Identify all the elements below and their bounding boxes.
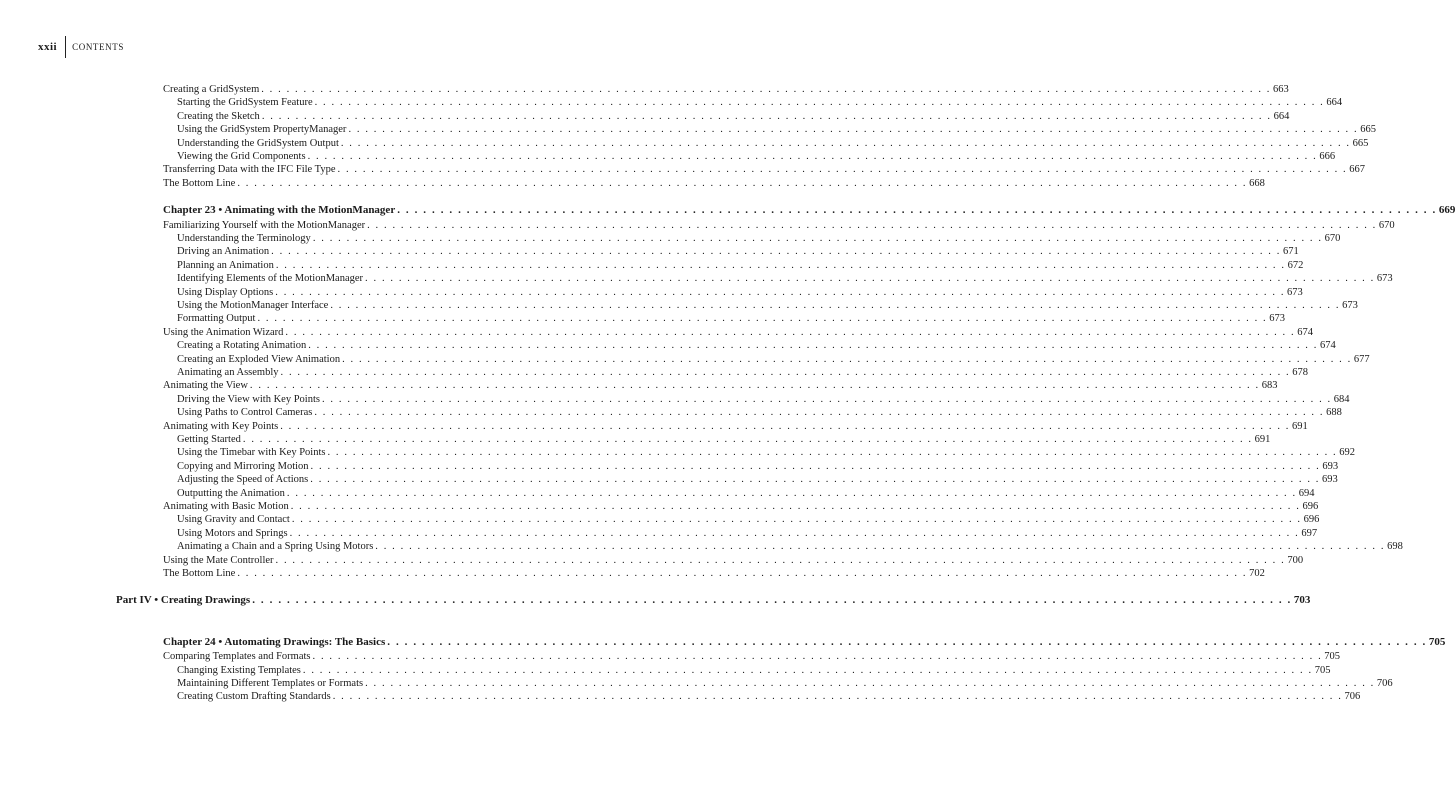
toc-entry xyxy=(177,123,1376,137)
toc-entry xyxy=(177,245,1299,259)
toc-entry xyxy=(177,487,1315,501)
toc-entry-title: Chapter 24 • Automating Drawings: The Basics xyxy=(163,635,386,648)
dot-leader: . . . . . . . . . . . . . . . . . . . . . . . . . . . . . . . . . . . . . . . . . . . . . . . . . . . . . . . . . . . . . . . . . . . . . . . . . . . . . . . . . . . . . . . . . . . . . . . . . . . . . . . . . . . . . . . . . . . . . . . . xyxy=(242,434,1253,445)
dot-leader: . . . . . . . . . . . . . . . . . . . . . . . . . . . . . . . . . . . . . . . . . . . . . . . . . . . . . . . . . . . . . . . . . . . . . . . . . . . . . . . . . . . . . . . . . . . . . . . . . . . . . . . . . . . . . . . . . . . . . . . . xyxy=(285,326,1296,338)
dot-leader: . . . . . . . . . . . . . . . . . . . . . . . . . . . . . . . . . . . . . . . . . . . . . . . . . . . . . . . . . . . . . . . . . . . . . . . . . . . . . . . . . . . . . . . . . . . . . . . . . . . . . . . . . . . . . . . . . . . . . . . . xyxy=(257,313,1268,325)
toc-entry-title: Using the Animation Wizard xyxy=(163,326,284,338)
dot-leader: . . . . . . . . . . . . . . . . . . . . . . . . . . . . . . . . . . . . . . . . . . . . . . . . . . . . . . . . . . . . . . . . . . . . . . . . . . . . . . . . . . . . . . . . . . . . . . . . . . . . . . . . . . . . . . . . . . . . . . . . xyxy=(302,664,1313,676)
dot-leader: . . . . . . . . . . . . . . . . . . . . . . . . . . . . . . . . . . . . . . . . . . . . . . . . . . . . . . . . . . . . . . . . . . . . . . . . . . . . . . . . . . . . . . . . . . . . . . . . . . . . . . . . . . . . . . . . . . . . . . . . xyxy=(314,97,1325,109)
toc-entry-page: 673 xyxy=(1376,273,1393,285)
toc-entry xyxy=(163,83,1289,97)
toc-entry xyxy=(177,513,1320,527)
toc-entry xyxy=(163,379,1278,393)
toc-entry-title: Maintaining Different Templates or Formats xyxy=(177,678,364,689)
toc-entry-title: Viewing the Grid Components xyxy=(177,151,306,162)
toc-entry-page: 691 xyxy=(1254,434,1271,445)
dot-leader: . . . . . . . . . . . . . . . . . . . . . . . . . . . . . . . . . . . . . . . . . . . . . . . . . . . . . . . . . . . . . . . . . . . . . . . . . . . . . . . . . . . . . . . . . . . . . . . . . . . . . . . . . . . . . . . . . . . . . . . . xyxy=(275,259,1286,271)
toc-entry xyxy=(177,110,1290,124)
toc-entry-page: 666 xyxy=(1319,151,1336,162)
toc-entry xyxy=(177,460,1339,474)
dot-leader: . . . . . . . . . . . . . . . . . . . . . . . . . . . . . . . . . . . . . . . . . . . . . . . . . . . . . . . . . . . . . . . . . . . . . . . . . . . . . . . . . . . . . . . . . . . . . . . . . . . . . . . . . . . . . . . . . . . . . . . . xyxy=(275,286,1286,298)
toc-entry xyxy=(177,473,1338,487)
toc-entry-page: 665 xyxy=(1360,124,1376,136)
dot-leader: . . . . . . . . . . . . . . . . . . . . . . . . . . . . . . . . . . . . . . . . . . . . . . . . . . . . . . . . . . . . . . . . . . . . . . . . . . . . . . . . . . . . . . . . . . . . . . . . . . . . . . . . . . . . . . . . . . . . . . . . xyxy=(280,367,1291,378)
dot-leader: . . . . . . . . . . . . . . . . . . . . . . . . . . . . . . . . . . . . . . . . . . . . . . . . . . . . . . . . . . . . . . . . . . . . . . . . . . . . . . . . . . . . . . . . . . . . . . . . . . . . . . . . . . . . . . . . . . . . . . . . xyxy=(375,541,1386,553)
toc-entry-title: Creating Custom Drafting Standards xyxy=(177,691,331,703)
toc-entry xyxy=(177,353,1370,367)
toc-entry-title: Using Motors and Springs xyxy=(177,527,288,539)
toc-entry-title: Using Display Options xyxy=(177,286,274,298)
dot-leader: . . . . . . . . . . . . . . . . . . . . . . . . . . . . . . . . . . . . . . . . . . . . . . . . . . . . . . . . . . . . . . . . . . . . . . . . . . . . . . . . . . . . . . . . . . . . . . . . . . . . . . . . . . . . . . . . . . . . . . . . xyxy=(340,137,1351,149)
toc-entry-page: 664 xyxy=(1326,97,1343,109)
dot-leader: . . . . . . . . . . . . . . . . . . . . . . . . . . . . . . . . . . . . . . . . . . . . . . . . . . . . . . . . . . . . . . . . . . . . . . . . . . . . . . . . . . . . . . . . . . . . . . . . . . . . . . . . . . . . . . . . . . . . . . . . xyxy=(365,273,1375,285)
dot-leader: . . . . . . . . . . . . . . . . . . . . . . . . . . . . . . . . . . . . . . . . . . . . . . . . . . . . . . . . . . . . . . . . . . . . . . . . . . . . . . . . . . . . . . . . . . . . . . . . . . . . . . . . . . . . . . . . . . . . . . . . xyxy=(330,300,1341,311)
toc-entry-title: Getting Started xyxy=(177,434,241,445)
toc-entry xyxy=(163,177,1265,191)
toc-entry-title: Comparing Templates and Formats xyxy=(163,651,311,663)
toc-entry-page: 671 xyxy=(1282,246,1299,258)
toc-entry-title: Using the Mate Controller xyxy=(163,554,274,566)
toc-entry xyxy=(177,406,1342,420)
toc-entry xyxy=(163,163,1366,177)
toc-entry-page: 678 xyxy=(1292,367,1309,378)
toc-entry-page: 705 xyxy=(1324,651,1341,663)
toc-entry-title: Using Paths to Control Cameras xyxy=(177,407,313,419)
toc-entry-title: Copying and Mirroring Motion xyxy=(177,460,309,472)
dot-leader: . . . . . . . . . . . . . . . . . . . . . . . . . . . . . . . . . . . . . . . . . . . . . . . . . . . . . . . . . . . . . . . . . . . . . . . . . . . . . . . . . . . . . . . . . . . . . . . . . . . . . . . . . . . . . . . . . . . . . . . . xyxy=(271,246,1281,258)
toc-entry-page: 694 xyxy=(1298,487,1315,499)
toc-entry-page: 702 xyxy=(1249,568,1265,579)
toc-entry-page: 692 xyxy=(1339,447,1355,459)
toc-entry-title: Understanding the Terminology xyxy=(177,233,311,244)
toc-entry-title: Adjusting the Speed of Actions xyxy=(177,474,309,486)
dot-leader: . . . . . . . . . . . . . . . . . . . . . . . . . . . . . . . . . . . . . . . . . . . . . . . . . . . . . . . . . . . . . . . . . . . . . . . . . . . . . . . . . . . . . . . . . . . . . . . . . . . . . . . . . . . . . . . . . . . . . . . . xyxy=(365,678,1375,689)
toc-entry-title: Creating a Rotating Animation xyxy=(177,340,307,352)
toc-entry-title: Animating a Chain and a Spring Using Motors xyxy=(177,541,374,553)
toc-entry-page: 706 xyxy=(1344,691,1361,703)
toc-entry xyxy=(177,393,1350,407)
dot-leader: . . . . . . . . . . . . . . . . . . . . . . . . . . . . . . . . . . . . . . . . . . . . . . . . . . . . . . . . . . . . . . . . . . . . . . . . . . . . . . . . . . . . . . . . . . . . . . . . . . . . . . . . . . . . . . . . . . . . . . . . xyxy=(252,594,1292,607)
dot-leader: . . . . . . . . . . . . . . . . . . . . . . . . . . . . . . . . . . . . . . . . . . . . . . . . . . . . . . . . . . . . . . . . . . . . . . . . . . . . . . . . . . . . . . . . . . . . . . . . . . . . . . . . . . . . . . . . . . . . . . . . xyxy=(348,124,1359,136)
toc-entry-page: 698 xyxy=(1387,541,1403,553)
toc-entry-title: Planning an Animation xyxy=(177,259,274,271)
toc-entry-page: 705 xyxy=(1314,664,1331,676)
toc-entry-page: 674 xyxy=(1319,340,1336,352)
toc-entry-title: Using the GridSystem PropertyManager xyxy=(177,124,347,136)
dot-leader: . . . . . . . . . . . . . . . . . . . . . . . . . . . . . . . . . . . . . . . . . . . . . . . . . . . . . . . . . . . . . . . . . . . . . . . . . . . . . . . . . . . . . . . . . . . . . . . . . . . . . . . . . . . . . . . . . . . . . . . . xyxy=(307,151,1318,162)
toc-entry-page: 705 xyxy=(1428,635,1446,648)
toc-entry xyxy=(177,433,1271,447)
toc-entry xyxy=(177,664,1331,678)
dot-leader: . . . . . . . . . . . . . . . . . . . . . . . . . . . . . . . . . . . . . . . . . . . . . . . . . . . . . . . . . . . . . . . . . . . . . . . . . . . . . . . . . . . . . . . . . . . . . . . . . . . . . . . . . . . . . . . . . . . . . . . . xyxy=(387,635,1427,648)
toc-entry xyxy=(177,259,1304,273)
toc-entry xyxy=(163,567,1265,581)
toc-entry-page: 672 xyxy=(1287,259,1304,271)
toc-entry-page: 706 xyxy=(1376,678,1393,689)
toc-entry-page: 684 xyxy=(1333,393,1350,405)
toc-entry xyxy=(177,272,1393,286)
toc-entry xyxy=(177,286,1303,300)
toc-entry xyxy=(177,366,1309,380)
toc-entry-page: 677 xyxy=(1353,353,1370,365)
toc-entry-title: Changing Existing Templates xyxy=(177,664,301,676)
toc-entry-page: 683 xyxy=(1261,380,1278,392)
toc-entry-title: Using Gravity and Contact xyxy=(177,514,290,526)
dot-leader: . . . . . . . . . . . . . . . . . . . . . . . . . . . . . . . . . . . . . . . . . . . . . . . . . . . . . . . . . . . . . . . . . . . . . . . . . . . . . . . . . . . . . . . . . . . . . . . . . . . . . . . . . . . . . . . . . . . . . . . . xyxy=(337,164,1348,176)
toc-entry-title: Formatting Output xyxy=(177,313,256,325)
toc-entry xyxy=(163,650,1341,664)
toc-chapter xyxy=(163,635,1446,650)
toc-entry xyxy=(177,527,1318,541)
toc-entry-page: 693 xyxy=(1322,474,1338,486)
toc-entry-title: Outputting the Animation xyxy=(177,487,285,499)
dot-leader: . . . . . . . . . . . . . . . . . . . . . . . . . . . . . . . . . . . . . . . . . . . . . . . . . . . . . . . . . . . . . . . . . . . . . . . . . . . . . . . . . . . . . . . . . . . . . . . . . . . . . . . . . . . . . . . . . . . . . . . . xyxy=(312,233,1323,244)
toc-entry xyxy=(177,299,1358,313)
page-number: xxii xyxy=(38,41,58,53)
toc-entry-title: Understanding the GridSystem Output xyxy=(177,137,339,149)
toc-entry-title: Chapter 23 • Animating with the MotionManager xyxy=(163,204,396,217)
toc-entry-page: 674 xyxy=(1297,326,1313,338)
toc-entry-title: Familiarizing Yourself with the MotionManager xyxy=(163,219,366,231)
dot-leader: . . . . . . . . . . . . . . . . . . . . . . . . . . . . . . . . . . . . . . . . . . . . . . . . . . . . . . . . . . . . . . . . . . . . . . . . . . . . . . . . . . . . . . . . . . . . . . . . . . . . . . . . . . . . . . . . . . . . . . . . xyxy=(367,219,1377,231)
toc-entry-title: Creating the Sketch xyxy=(177,110,260,122)
dot-leader: . . . . . . . . . . . . . . . . . . . . . . . . . . . . . . . . . . . . . . . . . . . . . . . . . . . . . . . . . . . . . . . . . . . . . . . . . . . . . . . . . . . . . . . . . . . . . . . . . . . . . . . . . . . . . . . . . . . . . . . . xyxy=(397,204,1437,217)
toc-entry-title: Using the Timebar with Key Points xyxy=(177,447,326,459)
dot-leader: . . . . . . . . . . . . . . . . . . . . . . . . . . . . . . . . . . . . . . . . . . . . . . . . . . . . . . . . . . . . . . . . . . . . . . . . . . . . . . . . . . . . . . . . . . . . . . . . . . . . . . . . . . . . . . . . . . . . . . . . xyxy=(237,568,1248,579)
toc-entry-title: Part IV • Creating Drawings xyxy=(116,594,251,607)
toc-entry xyxy=(163,326,1313,340)
toc-part xyxy=(116,594,1311,608)
toc-entry xyxy=(177,677,1393,691)
toc-entry xyxy=(163,219,1395,233)
toc-entry xyxy=(177,339,1336,353)
toc-entry-title: Identifying Elements of the MotionManager xyxy=(177,273,364,285)
dot-leader: . . . . . . . . . . . . . . . . . . . . . . . . . . . . . . . . . . . . . . . . . . . . . . . . . . . . . . . . . . . . . . . . . . . . . . . . . . . . . . . . . . . . . . . . . . . . . . . . . . . . . . . . . . . . . . . . . . . . . . . . xyxy=(286,487,1297,499)
dot-leader: . . . . . . . . . . . . . . . . . . . . . . . . . . . . . . . . . . . . . . . . . . . . . . . . . . . . . . . . . . . . . . . . . . . . . . . . . . . . . . . . . . . . . . . . . . . . . . . . . . . . . . . . . . . . . . . . . . . . . . . . xyxy=(314,407,1325,419)
dot-leader: . . . . . . . . . . . . . . . . . . . . . . . . . . . . . . . . . . . . . . . . . . . . . . . . . . . . . . . . . . . . . . . . . . . . . . . . . . . . . . . . . . . . . . . . . . . . . . . . . . . . . . . . . . . . . . . . . . . . . . . . xyxy=(342,353,1352,365)
toc-entry xyxy=(177,96,1343,110)
toc-chapter xyxy=(163,204,1455,218)
toc-entry-page: 669 xyxy=(1438,204,1455,217)
toc-entry xyxy=(177,137,1369,151)
dot-leader: . . . . . . . . . . . . . . . . . . . . . . . . . . . . . . . . . . . . . . . . . . . . . . . . . . . . . . . . . . . . . . . . . . . . . . . . . . . . . . . . . . . . . . . . . . . . . . . . . . . . . . . . . . . . . . . . . . . . . . . . xyxy=(310,474,1321,486)
toc-entry-page: 668 xyxy=(1249,177,1265,189)
toc-entry-title: Creating an Exploded View Animation xyxy=(177,353,341,365)
dot-leader: . . . . . . . . . . . . . . . . . . . . . . . . . . . . . . . . . . . . . . . . . . . . . . . . . . . . . . . . . . . . . . . . . . . . . . . . . . . . . . . . . . . . . . . . . . . . . . . . . . . . . . . . . . . . . . . . . . . . . . . . xyxy=(308,340,1318,352)
toc-entry-page: 673 xyxy=(1342,300,1358,311)
running-title: CONTENTS xyxy=(72,42,124,52)
toc-entry-page: 691 xyxy=(1292,420,1308,432)
toc-entry xyxy=(177,690,1361,704)
dot-leader: . . . . . . . . . . . . . . . . . . . . . . . . . . . . . . . . . . . . . . . . . . . . . . . . . . . . . . . . . . . . . . . . . . . . . . . . . . . . . . . . . . . . . . . . . . . . . . . . . . . . . . . . . . . . . . . . . . . . . . . . xyxy=(290,501,1301,512)
toc-entry-title: Driving the View with Key Points xyxy=(177,393,320,405)
toc-entry-page: 696 xyxy=(1303,514,1320,526)
toc-entry xyxy=(177,446,1355,460)
dot-leader: . . . . . . . . . . . . . . . . . . . . . . . . . . . . . . . . . . . . . . . . . . . . . . . . . . . . . . . . . . . . . . . . . . . . . . . . . . . . . . . . . . . . . . . . . . . . . . . . . . . . . . . . . . . . . . . . . . . . . . . . xyxy=(327,447,1338,459)
toc-entry-title: Transferring Data with the IFC File Type xyxy=(163,164,336,176)
toc-entry-page: 693 xyxy=(1322,460,1339,472)
toc-entry-title: Starting the GridSystem Feature xyxy=(177,97,313,109)
toc-entry-title: The Bottom Line xyxy=(163,177,236,189)
toc-entry-page: 700 xyxy=(1287,554,1304,566)
toc-entry-page: 667 xyxy=(1349,164,1366,176)
dot-leader: . . . . . . . . . . . . . . . . . . . . . . . . . . . . . . . . . . . . . . . . . . . . . . . . . . . . . . . . . . . . . . . . . . . . . . . . . . . . . . . . . . . . . . . . . . . . . . . . . . . . . . . . . . . . . . . . . . . . . . . . xyxy=(275,554,1286,566)
dot-leader: . . . . . . . . . . . . . . . . . . . . . . . . . . . . . . . . . . . . . . . . . . . . . . . . . . . . . . . . . . . . . . . . . . . . . . . . . . . . . . . . . . . . . . . . . . . . . . . . . . . . . . . . . . . . . . . . . . . . . . . . xyxy=(261,110,1272,122)
toc-entry-title: Driving an Animation xyxy=(177,246,270,258)
toc-entry-title: Using the MotionManager Interface xyxy=(177,300,329,311)
toc-entry-title: Creating a GridSystem xyxy=(163,84,260,95)
toc-entry-page: 673 xyxy=(1287,286,1303,298)
toc-entry-page: 703 xyxy=(1293,594,1311,607)
dot-leader: . . . . . . . . . . . . . . . . . . . . . . . . . . . . . . . . . . . . . . . . . . . . . . . . . . . . . . . . . . . . . . . . . . . . . . . . . . . . . . . . . . . . . . . . . . . . . . . . . . . . . . . . . . . . . . . . . . . . . . . . xyxy=(310,460,1321,472)
dot-leader: . . . . . . . . . . . . . . . . . . . . . . . . . . . . . . . . . . . . . . . . . . . . . . . . . . . . . . . . . . . . . . . . . . . . . . . . . . . . . . . . . . . . . . . . . . . . . . . . . . . . . . . . . . . . . . . . . . . . . . . . xyxy=(280,420,1290,432)
toc-entry-page: 664 xyxy=(1273,110,1290,122)
toc-entry xyxy=(163,554,1304,568)
toc-entry xyxy=(177,540,1403,554)
dot-leader: . . . . . . . . . . . . . . . . . . . . . . . . . . . . . . . . . . . . . . . . . . . . . . . . . . . . . . . . . . . . . . . . . . . . . . . . . . . . . . . . . . . . . . . . . . . . . . . . . . . . . . . . . . . . . . . . . . . . . . . . xyxy=(289,527,1300,539)
dot-leader: . . . . . . . . . . . . . . . . . . . . . . . . . . . . . . . . . . . . . . . . . . . . . . . . . . . . . . . . . . . . . . . . . . . . . . . . . . . . . . . . . . . . . . . . . . . . . . . . . . . . . . . . . . . . . . . . . . . . . . . . xyxy=(312,651,1323,663)
dot-leader: . . . . . . . . . . . . . . . . . . . . . . . . . . . . . . . . . . . . . . . . . . . . . . . . . . . . . . . . . . . . . . . . . . . . . . . . . . . . . . . . . . . . . . . . . . . . . . . . . . . . . . . . . . . . . . . . . . . . . . . . xyxy=(332,691,1343,703)
toc-entry-title: Animating the View xyxy=(163,380,248,392)
toc-entry-title: Animating with Basic Motion xyxy=(163,501,289,512)
toc-entry-title: The Bottom Line xyxy=(163,568,236,579)
toc-entry-page: 663 xyxy=(1273,84,1289,95)
toc-entry-page: 696 xyxy=(1302,501,1319,512)
toc-entry-title: Animating an Assembly xyxy=(177,367,279,378)
toc-entry-page: 697 xyxy=(1301,527,1318,539)
running-header xyxy=(38,36,124,58)
dot-leader: . . . . . . . . . . . . . . . . . . . . . . . . . . . . . . . . . . . . . . . . . . . . . . . . . . . . . . . . . . . . . . . . . . . . . . . . . . . . . . . . . . . . . . . . . . . . . . . . . . . . . . . . . . . . . . . . . . . . . . . . xyxy=(291,514,1302,526)
dot-leader: . . . . . . . . . . . . . . . . . . . . . . . . . . . . . . . . . . . . . . . . . . . . . . . . . . . . . . . . . . . . . . . . . . . . . . . . . . . . . . . . . . . . . . . . . . . . . . . . . . . . . . . . . . . . . . . . . . . . . . . . xyxy=(249,380,1260,392)
toc-entry xyxy=(163,420,1308,434)
toc-entry-page: 670 xyxy=(1378,219,1395,231)
toc-entry xyxy=(177,232,1341,246)
toc-entry-page: 688 xyxy=(1326,407,1342,419)
dot-leader: . . . . . . . . . . . . . . . . . . . . . . . . . . . . . . . . . . . . . . . . . . . . . . . . . . . . . . . . . . . . . . . . . . . . . . . . . . . . . . . . . . . . . . . . . . . . . . . . . . . . . . . . . . . . . . . . . . . . . . . . xyxy=(261,84,1272,95)
toc-entry-page: 670 xyxy=(1324,233,1341,244)
toc-entry-page: 665 xyxy=(1352,137,1369,149)
toc-entry-page: 673 xyxy=(1269,313,1285,325)
dot-leader: . . . . . . . . . . . . . . . . . . . . . . . . . . . . . . . . . . . . . . . . . . . . . . . . . . . . . . . . . . . . . . . . . . . . . . . . . . . . . . . . . . . . . . . . . . . . . . . . . . . . . . . . . . . . . . . . . . . . . . . . xyxy=(321,393,1332,405)
toc-entry xyxy=(177,150,1336,164)
toc-entry xyxy=(177,312,1285,326)
toc-entry xyxy=(163,500,1319,514)
toc-entry-title: Animating with Key Points xyxy=(163,420,279,432)
dot-leader: . . . . . . . . . . . . . . . . . . . . . . . . . . . . . . . . . . . . . . . . . . . . . . . . . . . . . . . . . . . . . . . . . . . . . . . . . . . . . . . . . . . . . . . . . . . . . . . . . . . . . . . . . . . . . . . . . . . . . . . . xyxy=(237,177,1248,189)
